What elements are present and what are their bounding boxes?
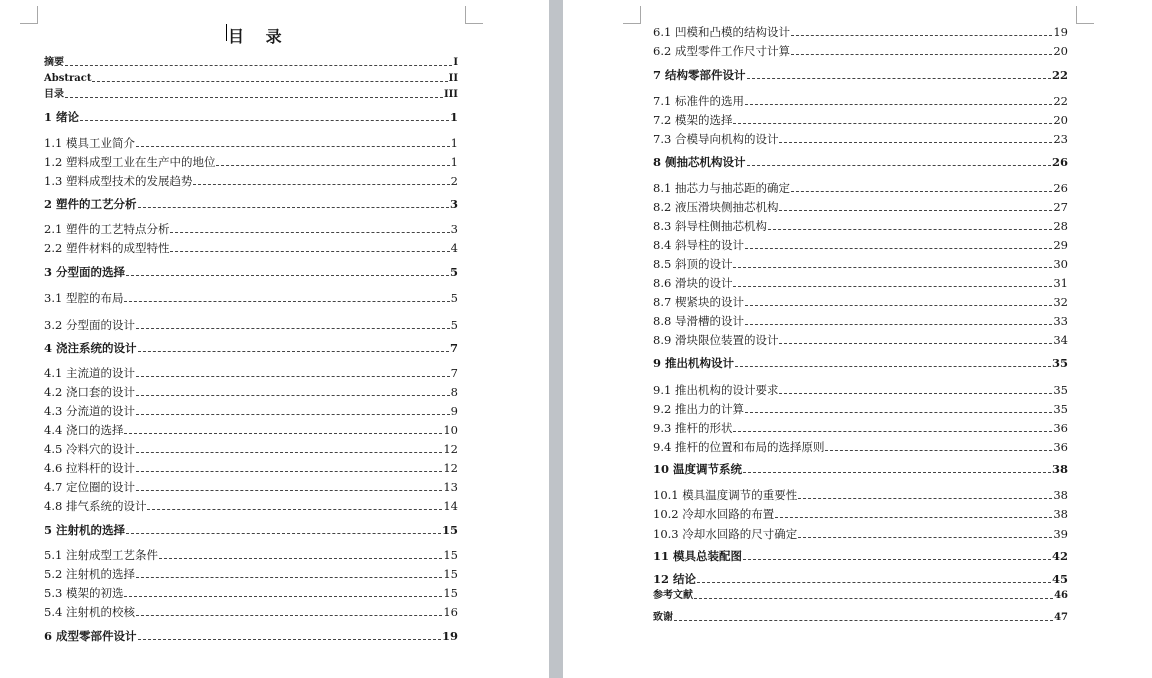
toc-entry-label: 9 推出机构设计	[653, 356, 735, 370]
toc-entry[interactable]	[653, 548, 1068, 563]
toc-leader-dots	[65, 65, 452, 66]
toc-entry[interactable]	[44, 460, 458, 475]
toc-entry-label: 4.2 浇口套的设计	[44, 385, 135, 399]
toc-entry[interactable]	[653, 180, 1068, 195]
toc-entry-label: 6.2 成型零件工作尺寸计算	[653, 44, 790, 58]
toc-entry[interactable]	[653, 275, 1068, 290]
toc-entry-label: 10.3 冷却水回路的尺寸确定	[653, 527, 798, 541]
toc-entry-label: 8.4 斜导柱的设计	[653, 238, 744, 252]
toc-entry-label: 摘要	[44, 57, 64, 68]
toc-entry-label: 6.1 凹模和凸模的结构设计	[653, 25, 790, 39]
toc-entry-label: 9.3 推杆的形状	[653, 421, 733, 435]
toc-leader-dots	[745, 412, 1052, 413]
toc-entry[interactable]	[44, 547, 458, 562]
toc-entry-label: Abstract	[44, 73, 92, 84]
toc-entry[interactable]	[653, 294, 1068, 309]
toc-entry-label: 8.7 楔紧块的设计	[653, 295, 744, 309]
toc-leader-dots	[138, 207, 449, 208]
toc-leader-dots	[747, 165, 1051, 166]
toc-entry[interactable]	[44, 585, 458, 600]
toc-entry-page-number: 28	[1053, 219, 1068, 233]
toc-entry-label: 2.2 塑件材料的成型特性	[44, 241, 170, 255]
toc-entry-page-number: 26	[1053, 181, 1068, 195]
toc-entry[interactable]	[44, 566, 458, 581]
toc-leader-dots	[697, 582, 1051, 583]
toc-leader-dots	[193, 184, 449, 185]
toc-entry-page-number: 26	[1051, 155, 1068, 169]
toc-entry-page-number: 8	[450, 385, 458, 399]
toc-leader-dots	[124, 596, 442, 597]
toc-entry-page-number: 7	[450, 366, 458, 380]
toc-leader-dots	[779, 343, 1052, 344]
margin-corner-mark-icon	[20, 6, 38, 24]
toc-leader-dots	[791, 191, 1052, 192]
toc-entry-page-number: 15	[443, 567, 458, 581]
toc-entry[interactable]	[653, 67, 1068, 82]
toc-entry-label: 4.7 定位圈的设计	[44, 480, 135, 494]
toc-leader-dots	[735, 366, 1051, 367]
toc-leader-dots	[779, 210, 1052, 211]
toc-entry[interactable]	[44, 290, 458, 305]
toc-entry[interactable]	[653, 355, 1068, 370]
toc-entry-page-number: 35	[1053, 402, 1068, 416]
toc-entry-label: 1.2 塑料成型工业在生产中的地位	[44, 155, 216, 169]
toc-entry-label: 5.2 注射机的选择	[44, 567, 135, 581]
toc-entry-page-number: 39	[1053, 527, 1068, 541]
toc-entry-label: 1.1 模具工业简介	[44, 136, 135, 150]
toc-entry[interactable]	[653, 93, 1068, 108]
toc-entry[interactable]	[653, 131, 1068, 146]
toc-leader-dots	[674, 620, 1053, 621]
toc-leader-dots	[136, 490, 442, 491]
toc-entry-label: 8 侧抽芯机构设计	[653, 155, 746, 169]
toc-entry-page-number: 23	[1053, 132, 1068, 146]
toc-entry-page-number: 1	[449, 110, 458, 124]
toc-title: 目 录	[228, 27, 290, 46]
margin-corner-mark-icon	[1076, 6, 1094, 24]
toc-entry[interactable]	[44, 240, 458, 255]
toc-entry[interactable]	[653, 218, 1068, 233]
toc-entry-page-number: 20	[1053, 44, 1068, 58]
toc-entry-label: 12 结论	[653, 572, 697, 586]
toc-entry[interactable]	[653, 439, 1068, 454]
toc-entry-page-number: 4	[450, 241, 458, 255]
toc-entry-label: 9.2 推出力的计算	[653, 402, 744, 416]
toc-entry-label: 9.4 推杆的位置和布局的选择原则	[653, 440, 825, 454]
toc-leader-dots	[136, 452, 442, 453]
toc-leader-dots	[80, 120, 449, 121]
toc-entry[interactable]	[44, 196, 458, 211]
toc-entry-page-number: 9	[450, 404, 458, 418]
toc-entry-page-number: 15	[441, 523, 458, 537]
toc-entry-label: 1.3 塑料成型技术的发展趋势	[44, 174, 193, 188]
toc-entry[interactable]	[44, 365, 458, 380]
toc-leader-dots	[791, 54, 1052, 55]
toc-entry[interactable]	[44, 154, 458, 169]
toc-leader-dots	[791, 35, 1052, 36]
toc-leader-dots	[733, 123, 1052, 124]
toc-entry-label: 10.1 模具温度调节的重要性	[653, 488, 798, 502]
toc-leader-dots	[779, 142, 1052, 143]
margin-corner-mark-icon	[465, 6, 483, 24]
toc-leader-dots	[136, 395, 450, 396]
toc-entry[interactable]	[44, 422, 458, 437]
toc-entry-page-number: 45	[1051, 572, 1068, 586]
toc-entry-page-number: 2	[450, 174, 458, 188]
toc-entry[interactable]	[653, 526, 1068, 541]
toc-entry[interactable]	[44, 54, 458, 69]
toc-leader-dots	[136, 471, 442, 472]
toc-entry[interactable]	[44, 317, 458, 332]
toc-leader-dots	[170, 251, 449, 252]
toc-leader-dots	[126, 275, 449, 276]
toc-leader-dots	[170, 232, 449, 233]
toc-entry-page-number: 10	[443, 423, 458, 437]
toc-entry-label: 2.1 塑件的工艺特点分析	[44, 222, 170, 236]
toc-entry-label: 3.1 型腔的布局	[44, 291, 124, 305]
toc-entry-label: 5 注射机的选择	[44, 523, 126, 537]
toc-entry-label: 4.1 主流道的设计	[44, 366, 135, 380]
toc-leader-dots	[745, 104, 1052, 105]
toc-entry[interactable]	[44, 628, 458, 643]
toc-entry-page-number: 5	[450, 318, 458, 332]
toc-entry-label: 10.2 冷却水回路的布置	[653, 507, 775, 521]
toc-entry[interactable]	[653, 506, 1068, 521]
toc-entry-label: 4.6 拉料杆的设计	[44, 461, 135, 475]
toc-entry[interactable]	[653, 154, 1068, 169]
toc-entry-page-number: 42	[1051, 549, 1068, 563]
toc-entry[interactable]	[44, 70, 458, 85]
toc-entry-page-number: 19	[1053, 25, 1068, 39]
toc-leader-dots	[768, 229, 1052, 230]
toc-entry-page-number: 3	[449, 197, 458, 211]
toc-entry-label: 11 模具总装配图	[653, 549, 743, 563]
toc-leader-dots	[124, 433, 442, 434]
toc-leader-dots	[798, 537, 1052, 538]
toc-entry-label: 4.8 排气系统的设计	[44, 499, 147, 513]
toc-entry-page-number: 46	[1054, 590, 1068, 601]
toc-entry-page-number: I	[453, 57, 458, 68]
toc-entry-page-number: 31	[1053, 276, 1068, 290]
text-cursor	[226, 24, 227, 41]
toc-entry-label: 7.3 合模导向机构的设计	[653, 132, 779, 146]
toc-entry[interactable]	[653, 256, 1068, 271]
document-page-left[interactable]	[0, 0, 549, 678]
toc-entry-page-number: 38	[1053, 488, 1068, 502]
toc-leader-dots	[747, 78, 1051, 79]
toc-entry[interactable]	[44, 441, 458, 456]
toc-leader-dots	[798, 498, 1052, 499]
toc-entry[interactable]	[653, 382, 1068, 397]
toc-entry-page-number: 13	[443, 480, 458, 494]
toc-entry-label: 8.5 斜顶的设计	[653, 257, 733, 271]
toc-leader-dots	[138, 351, 449, 352]
toc-leader-dots	[159, 558, 442, 559]
toc-leader-dots	[216, 165, 449, 166]
toc-entry-label: 10 温度调节系统	[653, 462, 743, 476]
toc-leader-dots	[775, 517, 1052, 518]
toc-entry-page-number: 12	[443, 442, 458, 456]
toc-entry-label: 1 绪论	[44, 110, 80, 124]
toc-entry[interactable]	[44, 403, 458, 418]
toc-entry[interactable]	[653, 487, 1068, 502]
toc-entry-page-number: 3	[450, 222, 458, 236]
toc-entry-label: 8.3 斜导柱侧抽芯机构	[653, 219, 767, 233]
toc-entry-page-number: 16	[443, 605, 458, 619]
toc-entry[interactable]	[653, 237, 1068, 252]
toc-entry[interactable]	[653, 43, 1068, 58]
toc-entry-page-number: 36	[1053, 440, 1068, 454]
toc-entry[interactable]	[44, 479, 458, 494]
toc-leader-dots	[745, 305, 1052, 306]
toc-entry-page-number: 1	[450, 136, 458, 150]
toc-entry-page-number: 38	[1053, 507, 1068, 521]
toc-leader-dots	[136, 577, 442, 578]
toc-entry-page-number: 1	[450, 155, 458, 169]
toc-entry-label: 5.1 注射成型工艺条件	[44, 548, 158, 562]
toc-entry-page-number: 47	[1054, 612, 1068, 623]
toc-entry[interactable]	[653, 571, 1068, 586]
toc-entry-page-number: 12	[443, 461, 458, 475]
toc-entry-label: 8.9 滑块限位装置的设计	[653, 333, 779, 347]
toc-leader-dots	[136, 615, 442, 616]
toc-entry-page-number: 34	[1053, 333, 1068, 347]
toc-entry[interactable]	[653, 420, 1068, 435]
toc-entry-page-number: 19	[441, 629, 458, 643]
toc-entry[interactable]	[653, 461, 1068, 476]
toc-entry-label: 4.5 冷料穴的设计	[44, 442, 135, 456]
toc-entry-label: 4.4 浇口的选择	[44, 423, 124, 437]
toc-entry-page-number: 22	[1051, 68, 1068, 82]
toc-entry[interactable]	[653, 24, 1068, 39]
toc-entry-label: 3 分型面的选择	[44, 265, 126, 279]
toc-entry-page-number: 30	[1053, 257, 1068, 271]
toc-leader-dots	[124, 301, 449, 302]
toc-leader-dots	[779, 393, 1052, 394]
toc-leader-dots	[694, 598, 1053, 599]
toc-leader-dots	[745, 324, 1052, 325]
toc-entry-page-number: II	[448, 73, 458, 84]
toc-leader-dots	[743, 559, 1051, 560]
toc-entry[interactable]	[653, 587, 1068, 602]
toc-entry-label: 6 成型零部件设计	[44, 629, 137, 643]
toc-entry-label: 7.2 模架的选择	[653, 113, 733, 127]
toc-entry-label: 8.2 液压滑块侧抽芯机构	[653, 200, 779, 214]
toc-leader-dots	[136, 146, 450, 147]
toc-leader-dots	[733, 431, 1052, 432]
toc-entry-label: 9.1 推出机构的设计要求	[653, 383, 779, 397]
toc-entry-page-number: 14	[443, 499, 458, 513]
toc-leader-dots	[136, 414, 450, 415]
toc-entry[interactable]	[44, 498, 458, 513]
toc-entry[interactable]	[653, 199, 1068, 214]
toc-leader-dots	[136, 328, 450, 329]
toc-entry[interactable]	[44, 264, 458, 279]
toc-entry-label: 7.1 标准件的选用	[653, 94, 744, 108]
toc-entry[interactable]	[653, 313, 1068, 328]
toc-entry-page-number: 27	[1053, 200, 1068, 214]
toc-entry[interactable]	[653, 609, 1068, 624]
toc-leader-dots	[138, 639, 441, 640]
toc-entry-label: 3.2 分型面的设计	[44, 318, 135, 332]
toc-entry[interactable]	[44, 109, 458, 124]
toc-leader-dots	[825, 450, 1052, 451]
toc-entry[interactable]	[44, 604, 458, 619]
toc-entry[interactable]	[44, 221, 458, 236]
toc-leader-dots	[743, 472, 1051, 473]
toc-entry-page-number: 7	[449, 341, 458, 355]
toc-leader-dots	[65, 97, 443, 98]
toc-leader-dots	[733, 267, 1052, 268]
toc-entry-label: 5.4 注射机的校核	[44, 605, 135, 619]
toc-entry-page-number: 22	[1053, 94, 1068, 108]
toc-entry-label: 2 塑件的工艺分析	[44, 197, 137, 211]
page-gutter	[549, 0, 563, 678]
toc-entry-label: 目录	[44, 89, 64, 100]
toc-entry-page-number: 32	[1053, 295, 1068, 309]
toc-entry[interactable]	[44, 173, 458, 188]
toc-entry[interactable]	[44, 384, 458, 399]
toc-leader-dots	[92, 81, 447, 82]
toc-entry-page-number: 35	[1051, 356, 1068, 370]
toc-entry-label: 7 结构零部件设计	[653, 68, 746, 82]
toc-entry-label: 致谢	[653, 612, 673, 623]
toc-entry-label: 4.3 分流道的设计	[44, 404, 135, 418]
toc-entry-label: 8.8 导滑槽的设计	[653, 314, 744, 328]
toc-entry[interactable]	[653, 332, 1068, 347]
toc-entry-page-number: 5	[450, 291, 458, 305]
toc-leader-dots	[745, 248, 1052, 249]
toc-entry[interactable]	[44, 135, 458, 150]
toc-entry[interactable]	[44, 86, 458, 101]
toc-leader-dots	[147, 509, 442, 510]
toc-entry[interactable]	[653, 401, 1068, 416]
toc-entry-page-number: 20	[1053, 113, 1068, 127]
toc-entry-label: 8.6 滑块的设计	[653, 276, 733, 290]
toc-leader-dots	[733, 286, 1052, 287]
toc-entry-page-number: 5	[449, 265, 458, 279]
toc-leader-dots	[136, 376, 450, 377]
toc-leader-dots	[126, 533, 441, 534]
toc-entry-page-number: 15	[443, 548, 458, 562]
margin-corner-mark-icon	[623, 6, 641, 24]
toc-entry-page-number: 38	[1051, 462, 1068, 476]
toc-entry[interactable]	[653, 112, 1068, 127]
toc-entry-page-number: 29	[1053, 238, 1068, 252]
toc-entry-page-number: III	[443, 89, 458, 100]
document-page-right[interactable]	[563, 0, 1152, 678]
toc-entry-page-number: 36	[1053, 421, 1068, 435]
toc-entry-page-number: 35	[1053, 383, 1068, 397]
toc-entry-page-number: 15	[443, 586, 458, 600]
toc-entry-label: 5.3 模架的初选	[44, 586, 124, 600]
toc-entry-page-number: 33	[1053, 314, 1068, 328]
toc-entry[interactable]	[44, 340, 458, 355]
toc-entry-label: 8.1 抽芯力与抽芯距的确定	[653, 181, 790, 195]
toc-entry-label: 4 浇注系统的设计	[44, 341, 137, 355]
toc-entry-label: 参考文献	[653, 590, 693, 601]
toc-entry[interactable]	[44, 522, 458, 537]
